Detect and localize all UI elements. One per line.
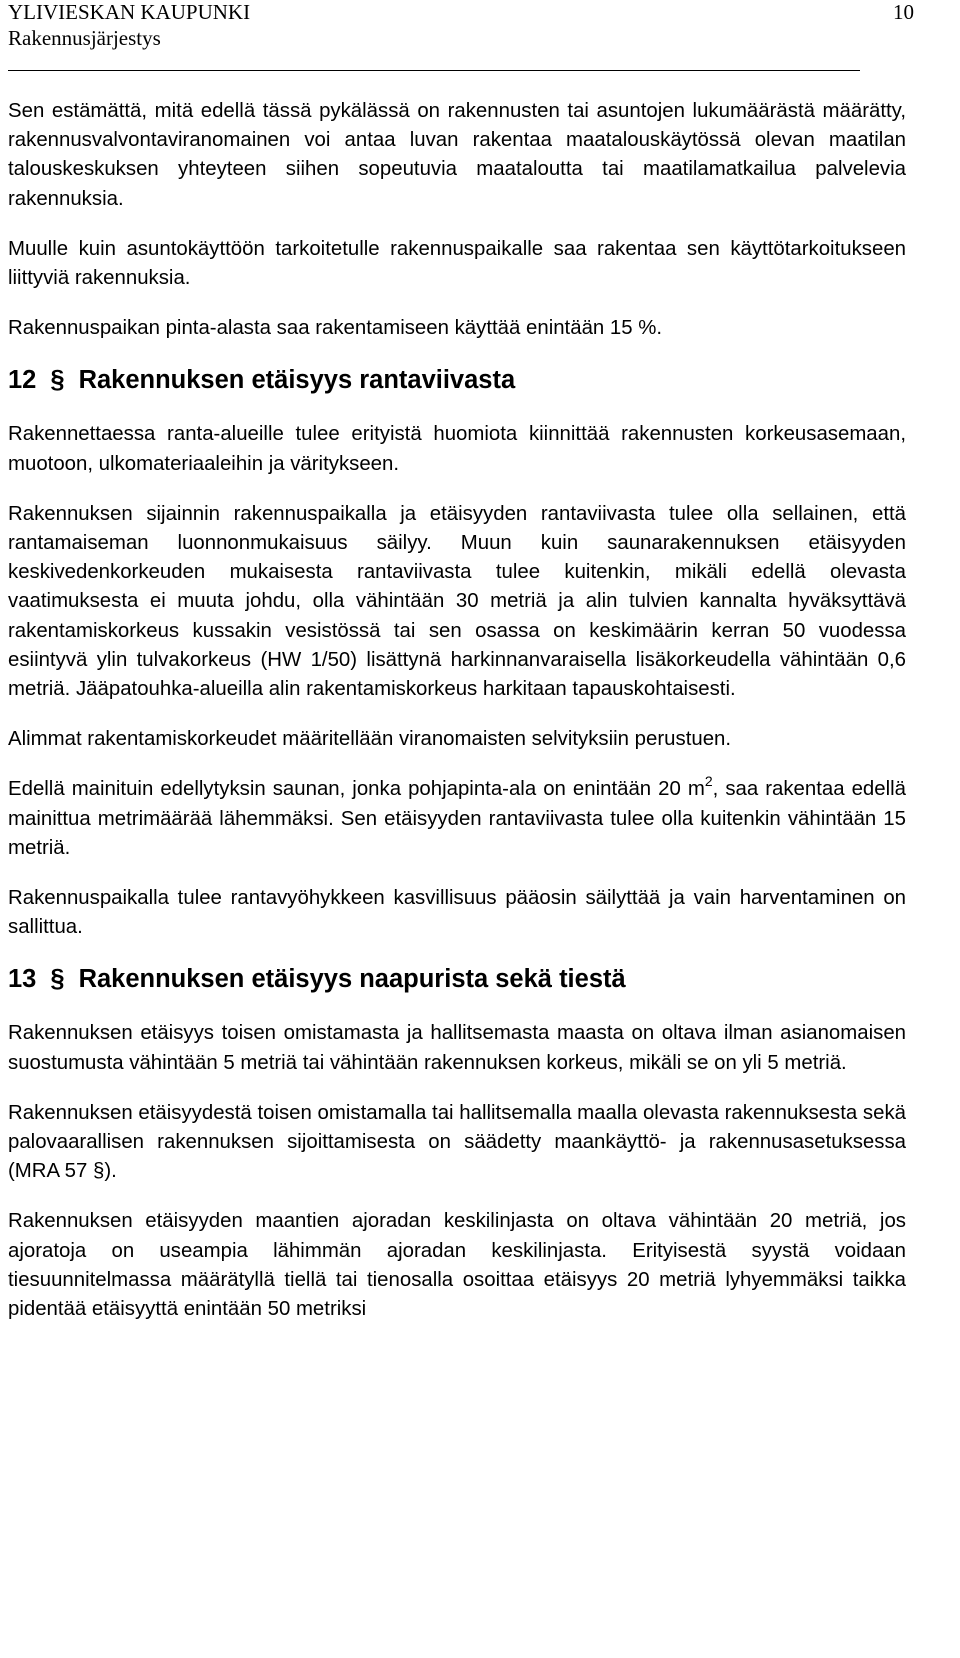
body-paragraph: Rakennuspaikalla tulee rantavyöhykkeen kasvillisuus pääosin säilyttää ja vain harventaminen on sallittua. xyxy=(8,887,906,939)
mra-closing: ). xyxy=(104,1160,117,1183)
square-superscript: 2 xyxy=(704,773,713,790)
body-paragraph: Sen estämättä, mitä edellä tässä pykälässä on rakennusten tai asuntojen lukumäärästä määrätty, rakennusvalvontaviranomainen voi antaa luvan rakentaa maatalouskäytössä olevan maatilan talouskeskuksen yhteyteen siihen sopeutuvia maataloutta tai maatilamatkailua palvelevia rakennuksia. xyxy=(8,100,906,210)
document-body xyxy=(8,97,906,1345)
body-paragraph: Rakennuspaikan pinta-alasta saa rakentamiseen käyttää enintään 15 %. xyxy=(8,317,663,340)
section-heading-13 xyxy=(8,963,906,995)
page-number: 10 xyxy=(893,0,914,24)
body-paragraph: Rakennuksen etäisyys toisen omistamasta ja hallitsemasta maasta on oltava ilman asianomaisen suostumusta vähintään 5 metriä tai vähintään rakennuksen korkeus, mikäli se on yli 5 metriä. xyxy=(8,1022,906,1074)
section-number: 12 xyxy=(8,366,37,395)
section-sign: § xyxy=(50,366,65,395)
body-paragraph: Rakennuksen sijainnin rakennuspaikalla ja etäisyyden rantaviivasta tulee olla sellainen, että rantamaiseman luonnonmukaisuus säilyy. Muun kuin saunarakennuksen etäisyyden keskivedenkorkeuden mukaisesta rantaviivasta tulee kuitenkin, mikäli edellä olevasta vaatimuksesta ei muuta johdu, olla vähintään 30 metriä ja alin tulvien kannalta hyväksyttävä rakentamiskorkeus kussakin vesistössä tai sen osassa on keskimäärin kerran 50 vuodessa esiintyvä ylin tulvakorkeus (HW 1/50) lisättynä harkinnanvaraisella lisäkorkeudella vähintään 0,6 metriä. Jääpatouhka-alueilla alin rakentamiskorkeus harkitaan tapauskohtaisesti. xyxy=(8,502,906,701)
header-divider xyxy=(8,70,860,71)
body-paragraph: Alimmat rakentamiskorkeudet määritellään viranomaisten selvityksiin perustuen. xyxy=(8,728,732,751)
mra-section-sign: § xyxy=(93,1160,105,1183)
section-title: Rakennuksen etäisyys naapurista sekä tiestä xyxy=(78,965,626,994)
section-heading-12 xyxy=(8,364,906,396)
mra-paragraph xyxy=(8,1099,906,1187)
sauna-text-start: Edellä mainituin edellytyksin saunan, jonka pohjapinta-ala on enintään 20 m xyxy=(8,778,705,801)
mra-text: Rakennuksen etäisyydestä toisen omistamalla tai hallitsemalla maalla olevasta rakennuksesta sekä palovaarallisen rakennuksen sijoittamisesta on säädetty maankäyttö- ja rakennusasetuksessa (MRA 57 xyxy=(8,1101,906,1183)
body-paragraph: Muulle kuin asuntokäyttöön tarkoitetulle rakennuspaikalle saa rakentaa sen käyttötarkoitukseen liittyviä rakennuksia. xyxy=(8,237,906,290)
sauna-text-end: , saa rakentaa edellä mainittua metrimäärää lähemmäksi. Sen etäisyyden rantaviivasta tulee olla kuitenkin vähintään 15 metriä. xyxy=(8,778,907,859)
section-sign: § xyxy=(50,965,65,994)
body-paragraph: Rakennuksen etäisyyden maantien ajoradan keskilinjasta on oltava vähintään 20 metriä, jos ajoratoja on useampia lähimmän ajoradan keskilinjasta. Erityisestä syystä voidaan tiesuunnitelmassa määrätyllä tiellä tai tienosalla osoittaa etäisyys 20 metriä lyhyemmäksi taikka pidentää etäisyyttä enintään 50 metriksi xyxy=(8,1210,906,1321)
body-paragraph: Rakennettaessa ranta-alueille tulee erityistä huomiota kiinnittää rakennusten korkeusasemaan, muotoon, ulkomateriaaleihin ja väritykseen. xyxy=(8,423,906,475)
document-title: Rakennusjärjestys xyxy=(8,26,161,50)
organization-name: YLIVIESKAN KAUPUNKI xyxy=(8,0,251,24)
sauna-paragraph xyxy=(8,775,906,863)
section-number: 13 xyxy=(8,965,37,994)
section-title: Rakennuksen etäisyys rantaviivasta xyxy=(78,366,516,395)
